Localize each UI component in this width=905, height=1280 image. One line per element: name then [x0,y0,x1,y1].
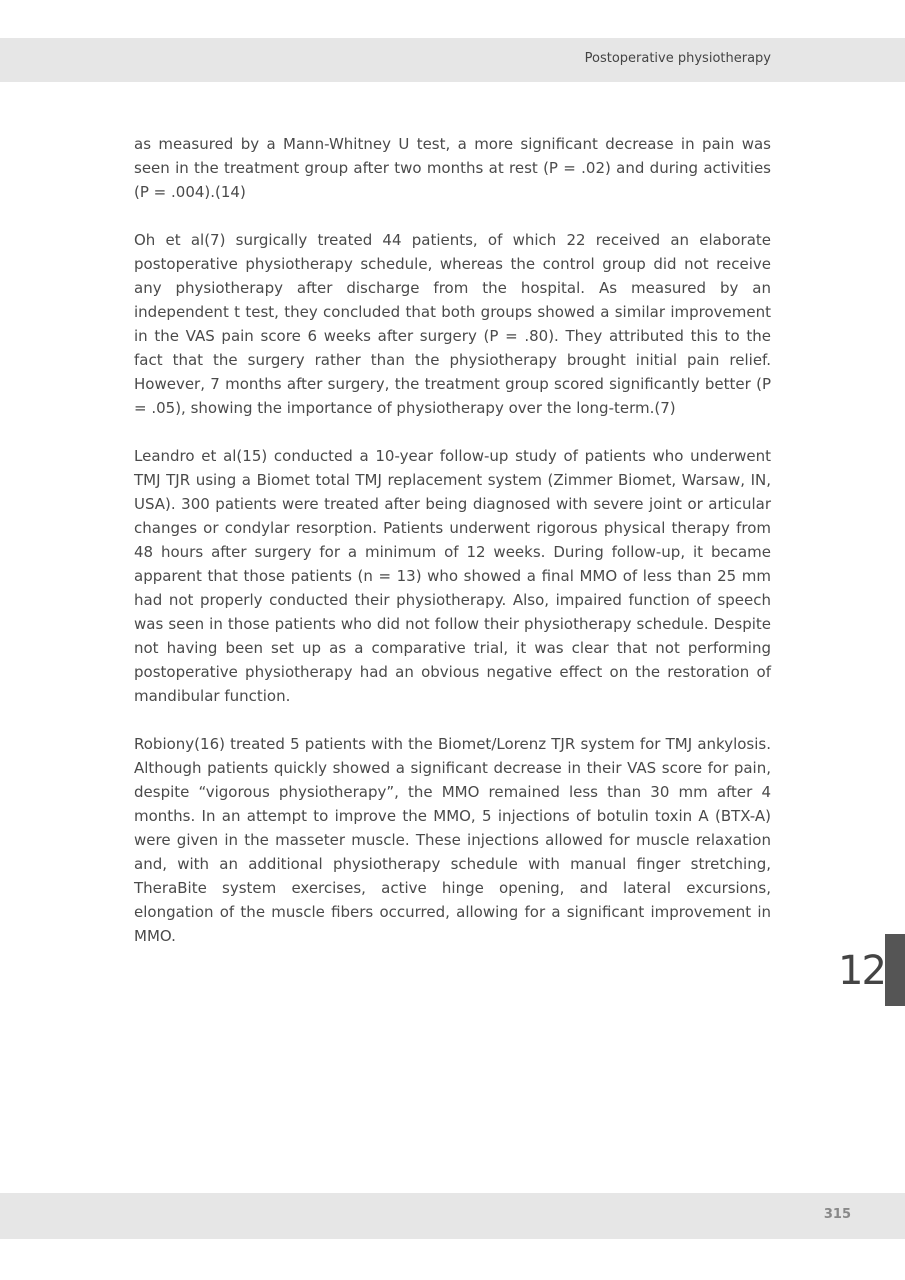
running-title: Postoperative physiotherapy [584,51,771,66]
chapter-number: 12 [838,948,885,994]
paragraph: as measured by a Mann-Whitney U test, a more significant decrease in pain was seen in the treatment group after two months at rest (P = .02) and during activities (P = .004).(14) [134,135,771,201]
body-text [134,132,771,972]
page-number: 315 [823,1207,851,1222]
chapter-tab [885,934,905,1006]
paragraph: Leandro et al(15) conducted a 10-year follow-up study of patients who underwent TMJ TJR using a Biomet total TMJ replacement system (Zimmer Biomet, Warsaw, IN, USA). 300 patients were treated after being diagnosed with severe joint or articular changes or condylar resorption. Patients underwent rigorous physical therapy from 48 hours after surgery for a minimum of 12 weeks. During follow-up, it became apparent that those patients (n = 13) who showed a final MMO of less than 25 mm had not properly conducted their physiotherapy. Also, impaired function of speech was seen in those patients who did not follow their physiotherapy schedule. Despite not having been set up as a comparative trial, it was clear that not performing postoperative physiotherapy had an obvious negative effect on the restoration of mandibular function. [134,447,771,705]
paragraph: Robiony(16) treated 5 patients with the Biomet/Lorenz TJR system for TMJ ankylosis. Although patients quickly showed a significant decrease in their VAS score for pain, despite “vigorous physiotherapy”, the MMO remained less than 30 mm after 4 months. In an attempt to improve the MMO, 5 injections of botulin toxin A (BTX-A) were given in the masseter muscle. These injections allowed for muscle relaxation and, with an additional physiotherapy schedule with manual finger stretching, TheraBite system exercises, active hinge opening, and lateral excursions, elongation of the muscle fibers occurred, allowing for a significant improvement in MMO. [134,735,771,945]
footer-bar [0,1193,905,1239]
paragraph: Oh et al(7) surgically treated 44 patients, of which 22 received an elaborate postoperative physiotherapy schedule, whereas the control group did not receive any physiotherapy after discharge from the hospital. As measured by an independent t test, they concluded that both groups showed a similar improvement in the VAS pain score 6 weeks after surgery (P = .80). They attributed this to the fact that the surgery rather than the physiotherapy brought initial pain relief. However, 7 months after surgery, the treatment group scored significantly better (P = .05), showing the importance of physiotherapy over the long-term.(7) [134,231,771,417]
header-bar [0,38,905,82]
